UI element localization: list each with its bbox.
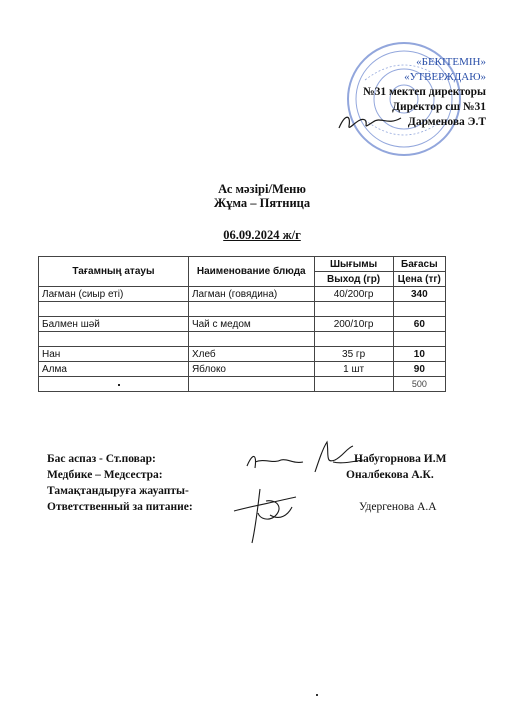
table-row — [39, 347, 446, 362]
table-header-row-1 — [39, 257, 446, 272]
dish-kz: Балмен шәй — [39, 317, 189, 332]
header-yield-ru: Выход (гр) — [314, 272, 393, 287]
dish-price: 60 — [393, 317, 445, 332]
label-responsible-ru: Ответственный за питание: — [47, 501, 193, 513]
menu-date: 06.09.2024 ж/г — [223, 228, 301, 242]
table-spacer-row — [39, 332, 446, 347]
dish-ru: Хлеб — [188, 347, 314, 362]
approval-line-2: Директор сш №31 — [392, 101, 486, 113]
dish-kz: Нан — [39, 347, 189, 362]
dish-price: 340 — [393, 287, 445, 302]
table-row — [39, 362, 446, 377]
table-spacer-row — [39, 302, 446, 317]
header-yield-kz: Шығымы — [314, 257, 393, 272]
name-nurse: Оналбекова А.К. — [346, 469, 434, 481]
table-row — [39, 287, 446, 302]
dish-yield: 35 гр — [314, 347, 393, 362]
stray-mark — [118, 384, 120, 386]
approval-kz: «БЕКІТЕМІН» — [416, 56, 486, 68]
label-nurse: Медбике – Медсестра: — [47, 469, 163, 481]
dish-price: 90 — [393, 362, 445, 377]
table-row — [39, 317, 446, 332]
chef-signature — [305, 440, 365, 474]
name-chef: Набугорнова И.М — [354, 453, 447, 465]
dish-kz: Алма — [39, 362, 189, 377]
approval-line-1: №31 мектеп директоры — [363, 86, 486, 98]
approval-ru: «УТВЕРЖДАЮ» — [404, 71, 486, 83]
label-responsible-kz: Тамақтандыруға жауапты- — [47, 485, 189, 497]
dish-kz: Лағман (сиыр еті) — [39, 287, 189, 302]
dish-ru: Яблоко — [188, 362, 314, 377]
name-responsible: Удергенова А.А — [359, 501, 437, 513]
total-price: 500 — [393, 377, 445, 392]
menu-title — [0, 182, 524, 210]
header-price-kz: Бағасы — [393, 257, 445, 272]
nurse-signature — [245, 450, 305, 472]
header-price-ru: Цена (тг) — [393, 272, 445, 287]
header-col-ru: Наименование блюда — [188, 257, 314, 287]
dish-price: 10 — [393, 347, 445, 362]
dish-yield: 200/10гр — [314, 317, 393, 332]
responsible-signature — [230, 485, 300, 545]
menu-table — [38, 256, 446, 392]
title-line-2: Жұма – Пятница — [213, 196, 311, 210]
title-line-1: Ас мәзірі/Меню — [218, 182, 306, 196]
header-col-kz: Тағамның атауы — [39, 257, 189, 287]
dish-ru: Чай с медом — [188, 317, 314, 332]
director-signature — [335, 110, 405, 134]
stray-mark — [316, 694, 318, 696]
dish-yield: 1 шт — [314, 362, 393, 377]
dish-ru: Лагман (говядина) — [188, 287, 314, 302]
table-total-row — [39, 377, 446, 392]
dish-yield: 40/200гр — [314, 287, 393, 302]
signature-labels — [47, 451, 193, 515]
label-chef: Бас аспаз - Ст.повар: — [47, 453, 156, 465]
approval-line-3: Дарменова Э.Т — [407, 116, 486, 128]
